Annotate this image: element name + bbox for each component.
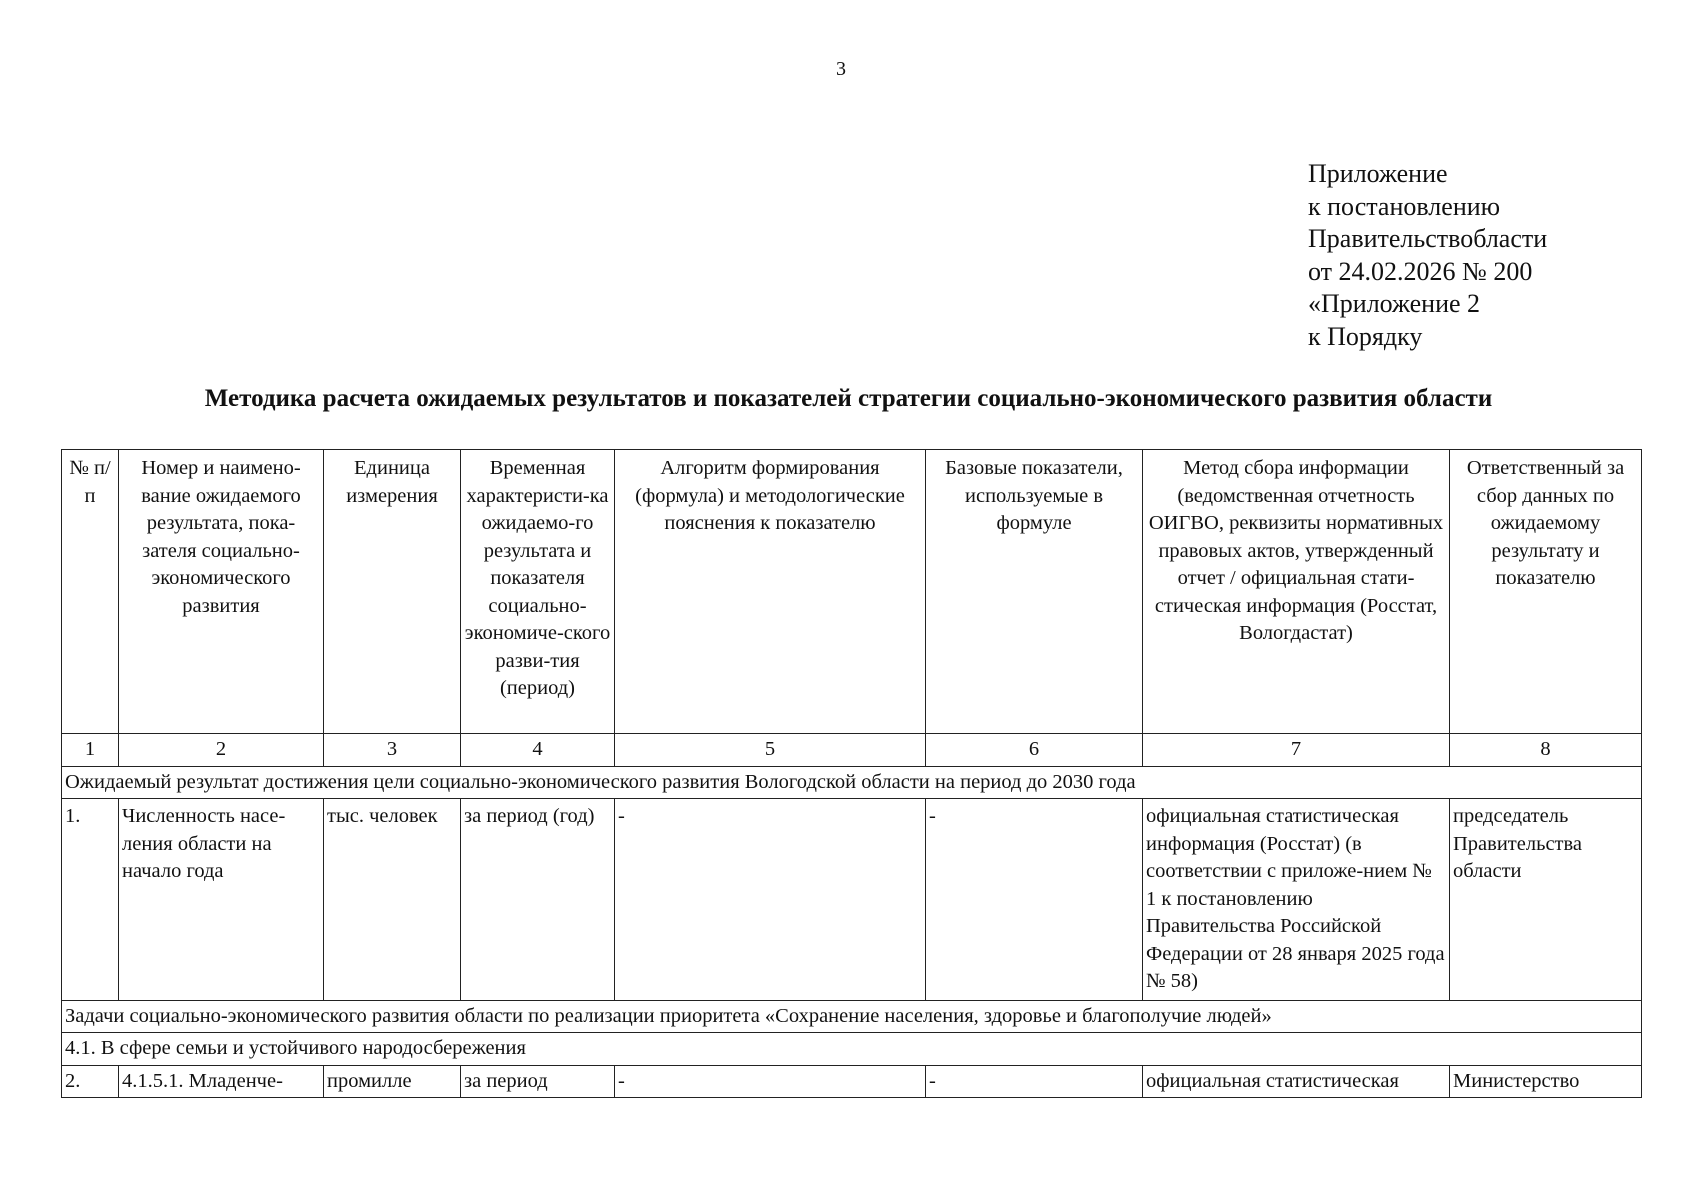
header-cell: Алгоритм формирования (формула) и методологические пояснения к показателю bbox=[615, 450, 926, 734]
cell-method: официальная статистическая bbox=[1143, 1065, 1450, 1098]
cell-base: - bbox=[926, 799, 1143, 1001]
section-heading: Ожидаемый результат достижения цели социально-экономического развития Вологодской области на период до 2030 года bbox=[62, 766, 1642, 799]
column-number: 7 bbox=[1143, 734, 1450, 767]
appendix-line: к Порядку bbox=[1308, 321, 1423, 351]
cell-name: 4.1.5.1. Младенче- bbox=[119, 1065, 324, 1098]
table-row bbox=[62, 799, 1642, 1001]
cell-unit: промилле bbox=[324, 1065, 461, 1098]
appendix-line: Приложение bbox=[1308, 159, 1448, 188]
header-cell: Единица измерения bbox=[324, 450, 461, 734]
table-row bbox=[62, 1065, 1642, 1098]
header-cell: Метод сбора информации (ведомственная отчетность ОИГВО, реквизиты нормативных правовых актов, утвержденный отчет / официальная стати-стическая информация (Росстат, Вологдастат) bbox=[1143, 450, 1450, 734]
page-number: 3 bbox=[836, 58, 846, 80]
cell-period: за период bbox=[461, 1065, 615, 1098]
cell-responsible: председатель Правительства области bbox=[1450, 799, 1642, 1001]
column-number: 6 bbox=[926, 734, 1143, 767]
column-number: 2 bbox=[119, 734, 324, 767]
appendix-line: от 24.02.2026 № 200 bbox=[1308, 256, 1533, 286]
table-header-row bbox=[62, 450, 1642, 734]
column-number: 3 bbox=[324, 734, 461, 767]
column-number: 1 bbox=[62, 734, 119, 767]
section-row bbox=[62, 1033, 1642, 1066]
cell-num: 2. bbox=[62, 1065, 119, 1098]
column-number: 5 bbox=[615, 734, 926, 767]
header-cell: № п/п bbox=[62, 450, 119, 734]
cell-algorithm: - bbox=[615, 799, 926, 1001]
cell-responsible: Министерство bbox=[1450, 1065, 1642, 1098]
appendix-line: Правительствобласти bbox=[1308, 224, 1548, 253]
section-heading: Задачи социально-экономического развития области по реализации приоритета «Сохранение населения, здоровье и благополучие людей» bbox=[62, 1000, 1642, 1033]
header-cell: Ответственный за сбор данных по ожидаемому результату и показателю bbox=[1450, 450, 1642, 734]
cell-algorithm: - bbox=[615, 1065, 926, 1098]
column-number-row bbox=[62, 734, 1642, 767]
column-number: 4 bbox=[461, 734, 615, 767]
header-cell: Временная характеристи-ка ожидаемо-го результата и показателя социально-экономиче-ского разви-тия (период) bbox=[461, 450, 615, 734]
appendix-block bbox=[1308, 158, 1547, 353]
column-number: 8 bbox=[1450, 734, 1642, 767]
appendix-line: к постановлению bbox=[1308, 191, 1501, 221]
section-row bbox=[62, 1000, 1642, 1033]
section-heading: 4.1. В сфере семьи и устойчивого народосбережения bbox=[62, 1033, 1642, 1066]
header-cell: Базовые показатели, используемые в формуле bbox=[926, 450, 1143, 734]
section-row bbox=[62, 766, 1642, 799]
appendix-line: «Приложение 2 bbox=[1308, 289, 1481, 318]
document-title: Методика расчета ожидаемых результатов и показателей стратегии социально-экономического развития области bbox=[204, 385, 1493, 412]
cell-period: за период (год) bbox=[461, 799, 615, 1001]
header-cell: Номер и наимено-вание ожидаемого результата, пока-зателя социально-экономического развития bbox=[119, 450, 324, 734]
cell-method: официальная статистическая информация (Росстат) (в соответствии с приложе-нием № 1 к постановлению Правительства Российской Федерации от 28 января 2025 года № 58) bbox=[1143, 799, 1450, 1001]
cell-num: 1. bbox=[62, 799, 119, 1001]
cell-name: Численность насе-ления области на начало года bbox=[119, 799, 324, 1001]
methodology-table bbox=[61, 449, 1642, 1098]
cell-base: - bbox=[926, 1065, 1143, 1098]
cell-unit: тыс. человек bbox=[324, 799, 461, 1001]
